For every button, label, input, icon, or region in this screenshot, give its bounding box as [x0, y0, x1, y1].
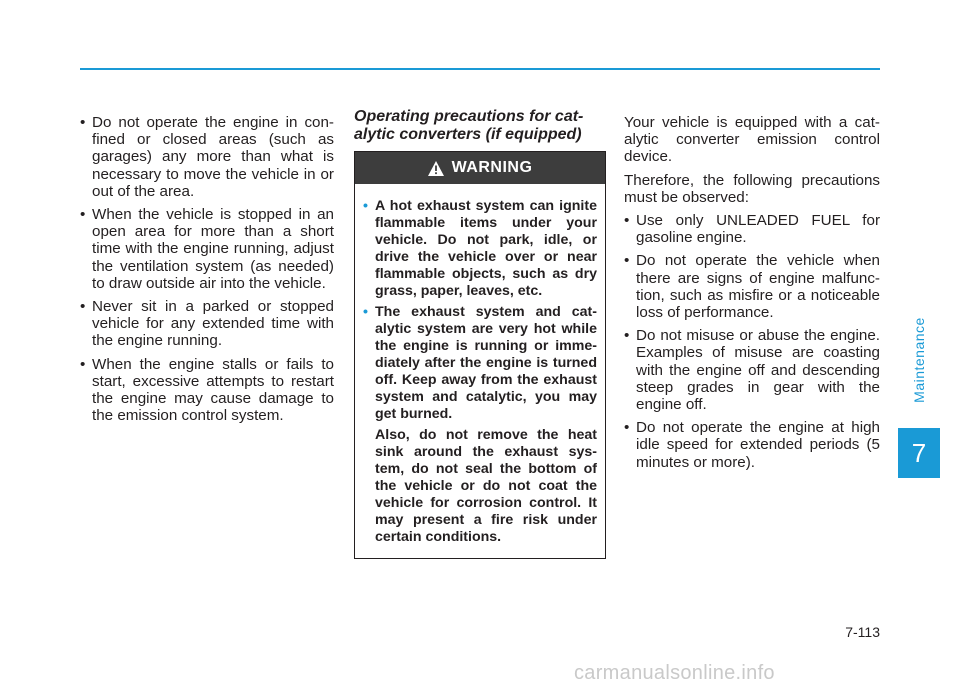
side-tab-label: Maintenance	[911, 317, 928, 403]
intro-paragraph: Your vehicle is equipped with a cat-alytic converter emission control device.	[624, 114, 880, 166]
chapter-number-box: 7	[898, 428, 940, 478]
list-item: • Do not misuse or abuse the engine. Examples of misuse are coasting with the engine off and descending steep grades in gear with the engine off.	[624, 327, 880, 413]
list-item: • Do not operate the engine in con-fined or closed areas (such as garages) any more than what is necessary to move the vehicle in or out of the area.	[80, 114, 334, 200]
warning-box	[354, 151, 606, 559]
side-tab	[908, 300, 930, 420]
watermark: carmanualsonline.info	[574, 662, 775, 684]
list-item: • Use only UNLEADED FUEL for gasoline engine.	[624, 212, 880, 246]
top-rule	[80, 68, 880, 70]
warning-body	[355, 184, 605, 558]
list-item: • When the vehicle is stopped in an open area for more than a short time with the engine running, adjust the ventilation system (as needed) to draw outside air into the vehicle.	[80, 206, 334, 292]
list-item: • When the engine stalls or fails to start, excessive attempts to restart the engine may cause damage to the emission control system.	[80, 356, 334, 425]
warning-item	[363, 304, 597, 423]
list-item: • Never sit in a parked or stopped vehicle for any extended time with the engine running.	[80, 298, 334, 350]
warning-label: WARNING	[451, 159, 533, 176]
list-item: • Do not operate the engine at high idle speed for extended periods (5 minutes or more).	[624, 419, 880, 471]
warning-header	[355, 152, 605, 184]
warning-item	[363, 198, 597, 300]
warning-continuation: Also, do not remove the heat sink around the exhaust sys-tem, do not seal the bottom of the vehicle or do not coat the vehicle for corrosion control. It may present a fire risk under certain conditions.	[375, 427, 597, 545]
left-bullet-list	[80, 114, 334, 424]
left-column	[80, 114, 334, 430]
warning-item-text: A hot exhaust system can ignite flammable items under your vehicle. Do not park, idle, or drive the vehicle over or near flammable objects, such as dry grass, paper, leaves, etc.	[375, 198, 597, 299]
list-item: • Do not operate the vehicle when there are signs of engine malfunc-tion, such as misfire or a noticeable loss of performance.	[624, 252, 880, 321]
page-number: 7-113	[845, 624, 880, 640]
bullet-dot-icon: •	[363, 304, 368, 320]
middle-column	[354, 108, 606, 559]
section-title: Operating precautions for cat-alytic converters (if equipped)	[354, 108, 584, 143]
warning-triangle-icon	[428, 161, 444, 176]
warning-item-text: The exhaust system and cat-alytic system are very hot while the engine is running or imme-diately after the engine is turned off. Keep away from the exhaust system and catalytic, you may get burned.	[375, 304, 597, 422]
therefore-paragraph: Therefore, the following precautions must be observed:	[624, 171, 880, 206]
bullet-dot-icon: •	[363, 198, 368, 214]
right-bullet-list	[624, 212, 880, 471]
right-column	[624, 114, 880, 477]
